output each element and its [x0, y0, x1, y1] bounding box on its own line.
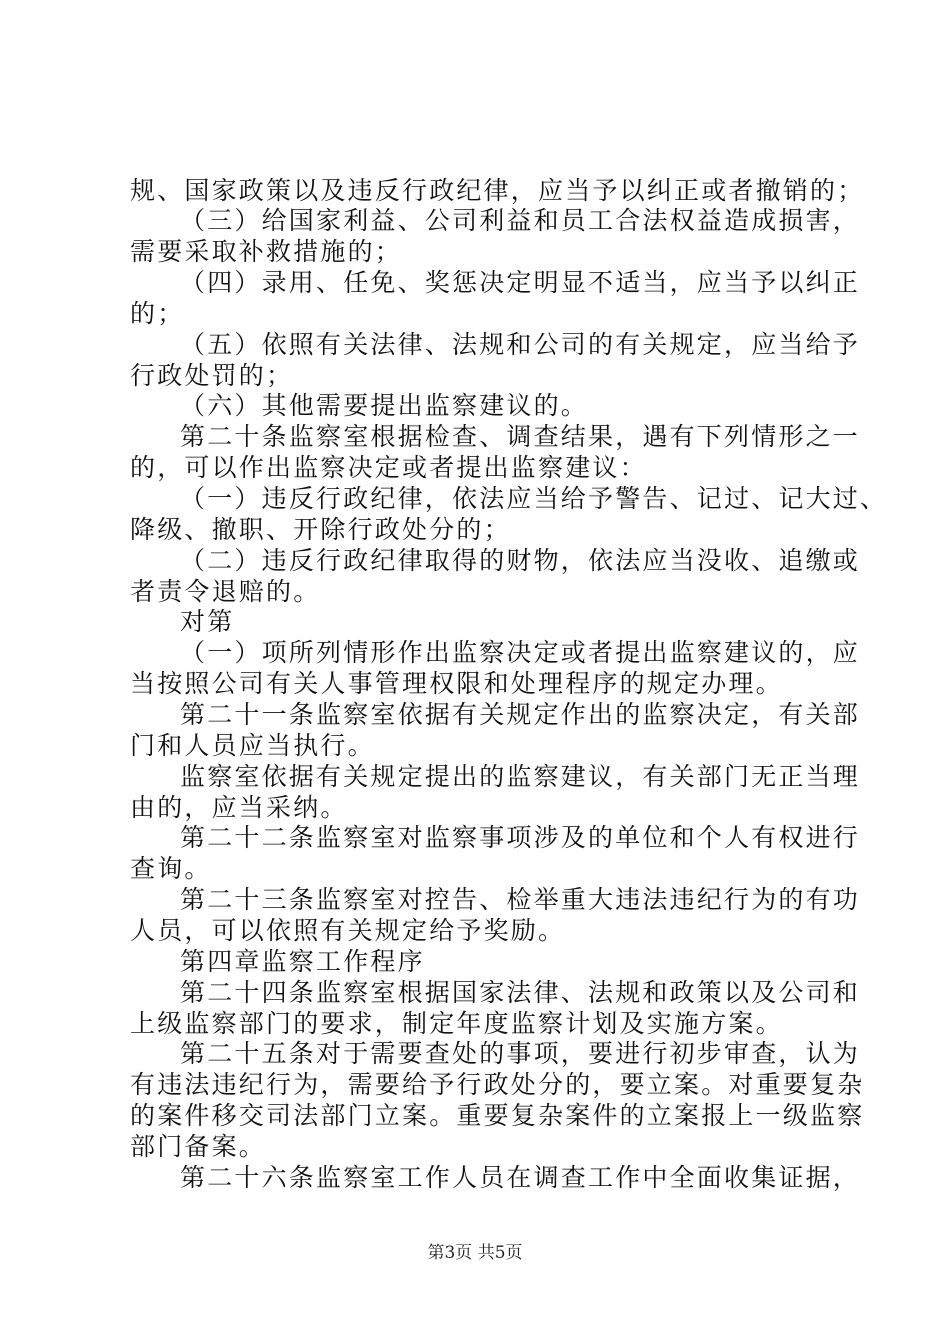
text-line: 有违法违纪行为，需要给予行政处分的，要立案。对重要复杂 — [130, 1070, 865, 1099]
text-line: 的； — [130, 299, 185, 328]
text-line: （一）违反行政纪律，依法应当给予警告、记过、记大过、 — [180, 484, 888, 513]
section-heading: 第四章监察工作程序 — [180, 947, 425, 976]
text-line: 对第 — [180, 607, 235, 636]
text-line: 上级监察部门的要求，制定年度监察计划及实施方案。 — [130, 1009, 783, 1038]
text-line: 降级、撤职、开除行政处分的； — [130, 515, 511, 544]
text-line: 人员，可以依照有关规定给予奖励。 — [130, 916, 566, 945]
text-line: 需要采取补救措施的； — [130, 237, 403, 266]
text-line: 监察室依据有关规定提出的监察建议，有关部门无正当理 — [180, 762, 861, 791]
text-line: 者责令退赔的。 — [130, 577, 321, 606]
text-line: （六）其他需要提出监察建议的。 — [180, 391, 589, 420]
text-line: （四）录用、任免、奖惩决定明显不适当，应当予以纠正 — [180, 268, 861, 297]
text-line: 第二十一条监察室依据有关规定作出的监察决定，有关部 — [180, 700, 861, 729]
page-number-footer: 第3页 共5页 — [427, 1243, 523, 1263]
text-line: 规、国家政策以及违反行政纪律，应当予以纠正或者撤销的； — [130, 176, 865, 205]
text-line: 由的，应当采纳。 — [130, 793, 348, 822]
text-line: 的案件移交司法部门立案。重要复杂案件的立案报上一级监察 — [130, 1101, 865, 1130]
text-line: 第二十三条监察室对控告、检举重大违法违纪行为的有功 — [180, 885, 861, 914]
text-line: 第二十二条监察室对监察事项涉及的单位和个人有权进行 — [180, 823, 861, 852]
text-line: 门和人员应当执行。 — [130, 731, 375, 760]
text-line: （五）依照有关法律、法规和公司的有关规定，应当给予 — [180, 330, 861, 359]
text-line: 第二十五条对于需要查处的事项，要进行初步审查，认为 — [180, 1039, 861, 1068]
text-line: 第二十条监察室根据检查、调查结果，遇有下列情形之一 — [180, 422, 861, 451]
text-line: 第二十四条监察室根据国家法律、法规和政策以及公司和 — [180, 978, 861, 1007]
text-line: （二）违反行政纪律取得的财物，依法应当没收、追缴或 — [180, 546, 861, 575]
text-line: 第二十六条监察室工作人员在调查工作中全面收集证据， — [180, 1163, 861, 1192]
text-line: 当按照公司有关人事管理权限和处理程序的规定办理。 — [130, 669, 783, 698]
text-line: （一）项所列情形作出监察决定或者提出监察建议的，应 — [180, 638, 861, 667]
text-line: 的，可以作出监察决定或者提出监察建议： — [130, 453, 647, 482]
text-line: （三）给国家利益、公司利益和员工合法权益造成损害， — [180, 206, 861, 235]
text-line: 部门备案。 — [130, 1132, 267, 1161]
text-line: 行政处罚的； — [130, 361, 294, 390]
text-line: 查询。 — [130, 854, 212, 883]
